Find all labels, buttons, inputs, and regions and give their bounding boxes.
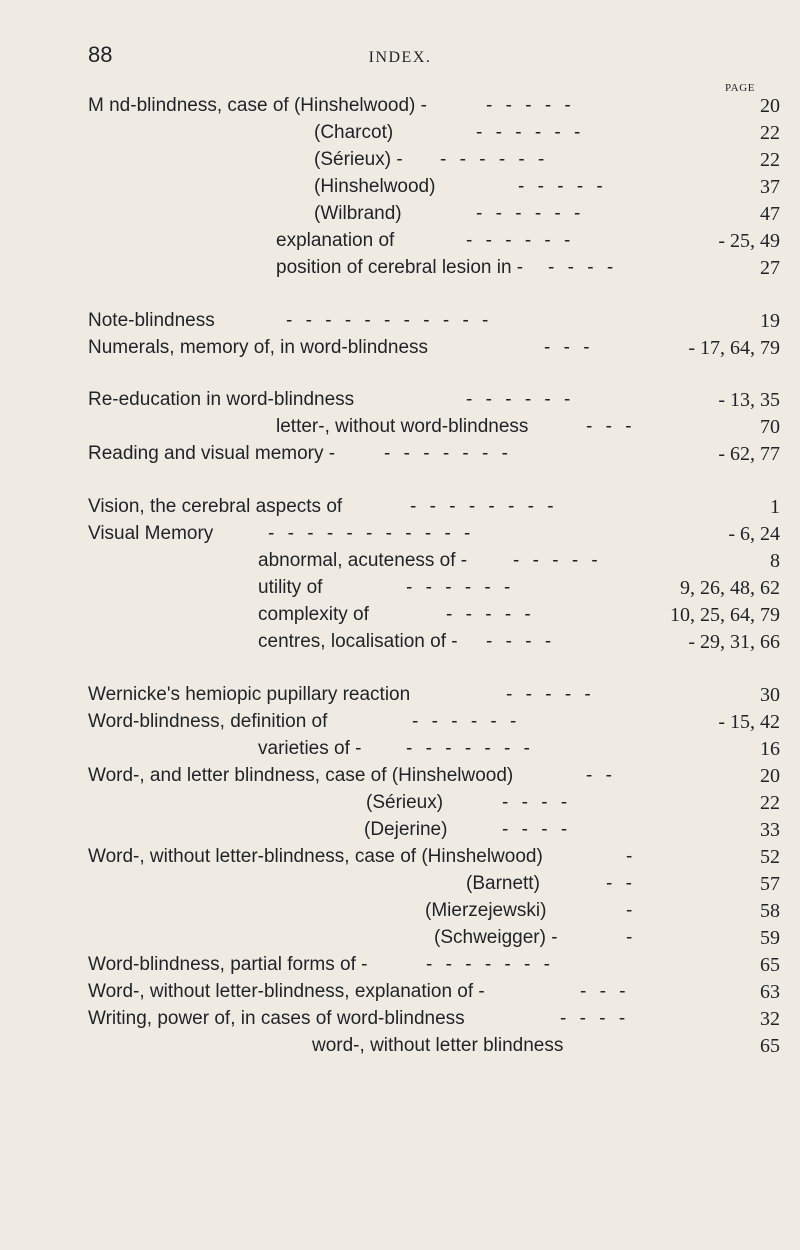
index-entry <box>88 146 780 174</box>
index-entry <box>88 978 780 1006</box>
index-entry <box>88 254 780 282</box>
index-entry <box>88 1005 780 1033</box>
leader-dots: - - - - <box>502 819 572 840</box>
entry-text: (Hinshelwood) <box>314 176 436 197</box>
leader-dots: - - - - - - - <box>426 954 554 975</box>
entry-text: Word-blindness, partial forms of - <box>88 954 368 975</box>
index-entry <box>88 227 780 255</box>
leader-dots: - - - - - - - <box>406 738 534 759</box>
entry-text: (Mierzejewski) <box>425 900 547 921</box>
entry-text: Word-, without letter-blindness, explanation of - <box>88 981 485 1002</box>
entry-text: Re-education in word-blindness <box>88 389 355 410</box>
entry-text: (Dejerine) <box>364 819 448 840</box>
entry-text: Reading and visual memory - <box>88 443 336 464</box>
entry-pages: 8 <box>770 550 780 572</box>
index-entry <box>88 440 780 468</box>
entry-pages: - 29, 31, 66 <box>688 631 780 653</box>
leader-dots: - - - - - - <box>466 230 575 251</box>
entry-pages: 16 <box>760 738 780 760</box>
entry-pages: 19 <box>760 310 780 332</box>
entry-pages: - 62, 77 <box>718 443 780 465</box>
index-entry <box>88 413 780 441</box>
leader-dots: - - - - - - <box>476 122 585 143</box>
entry-text: word-, without letter blindness <box>312 1035 564 1056</box>
leader-dots: - - - - - <box>506 684 595 705</box>
index-entry <box>88 762 780 790</box>
entry-pages: 33 <box>760 819 780 841</box>
index-entry <box>88 520 780 548</box>
entry-pages: 70 <box>760 416 780 438</box>
entry-text: Visual Memory <box>88 523 214 544</box>
entry-pages: - 15, 42 <box>718 711 780 733</box>
index-entry <box>88 816 780 844</box>
entry-text: Word-, and letter blindness, case of (Hinshelwood) <box>88 765 514 786</box>
leader-dots: - - - - - - - - - - - <box>286 310 493 331</box>
index-entry <box>88 200 780 228</box>
entry-text: Note-blindness <box>88 310 215 331</box>
entry-text: utility of <box>258 577 323 598</box>
index-entry <box>88 92 780 120</box>
index-entry <box>88 173 780 201</box>
index-entry <box>88 493 780 521</box>
leader-dots: - <box>626 900 637 921</box>
entry-text: varieties of - <box>258 738 362 759</box>
entry-pages: 1 <box>770 496 780 518</box>
index-entry <box>88 307 780 335</box>
entry-text: Wernicke's hemiopic pupillary reaction <box>88 684 411 705</box>
leader-dots: - <box>626 846 637 867</box>
leader-dots: - - - - - <box>518 176 607 197</box>
entry-text: letter-, without word-blindness <box>276 416 529 437</box>
leader-dots: - - - - - <box>446 604 535 625</box>
index-entry <box>88 628 780 656</box>
leader-dots: - - - - - - <box>406 577 515 598</box>
entry-pages: 58 <box>760 900 780 922</box>
index-entry <box>88 708 780 736</box>
entry-text: Word-, without letter-blindness, case of (Hinshelwood) <box>88 846 543 867</box>
entry-pages: 9, 26, 48, 62 <box>680 577 780 599</box>
entry-pages: - 6, 24 <box>728 523 780 545</box>
entry-pages: - 13, 35 <box>718 389 780 411</box>
entry-text: M nd-blindness, case of (Hinshelwood) - <box>88 95 427 116</box>
entry-text: (Charcot) <box>314 122 394 143</box>
index-entry <box>88 601 780 629</box>
entry-pages: - 17, 64, 79 <box>688 337 780 359</box>
entry-text: (Wilbrand) <box>314 203 402 224</box>
entry-text: (Barnett) <box>466 873 540 894</box>
index-entry <box>88 897 780 925</box>
leader-dots: - - - - <box>502 792 572 813</box>
entry-pages: 20 <box>760 765 780 787</box>
entry-pages: 47 <box>760 203 780 225</box>
index-entry <box>88 119 780 147</box>
leader-dots: - - - - <box>560 1008 630 1029</box>
leader-dots: - - - - - - <box>466 389 575 410</box>
index-entry <box>88 870 780 898</box>
leader-dots: - - <box>586 765 616 786</box>
entry-text: (Sérieux) <box>366 792 444 813</box>
leader-dots: - - - - - - - - - - - <box>268 523 475 544</box>
page-number: 88 <box>88 42 113 67</box>
index-entry <box>88 789 780 817</box>
entry-pages: 37 <box>760 176 780 198</box>
entry-pages: 59 <box>760 927 780 949</box>
index-entry <box>88 924 780 952</box>
entry-pages: 22 <box>760 149 780 171</box>
page-column-label: PAGE <box>724 82 756 94</box>
leader-dots: - - - - <box>486 631 556 652</box>
index-entry <box>88 951 780 979</box>
entry-pages: 32 <box>760 1008 780 1030</box>
leader-dots: - - - - - - - - <box>410 496 558 517</box>
entry-text: (Schweigger) - <box>434 927 558 948</box>
leader-dots: - - - - - - <box>412 711 521 732</box>
entry-text: complexity of <box>258 604 369 625</box>
index-entry <box>88 547 780 575</box>
entry-text: explanation of <box>276 230 395 251</box>
leader-dots: - - - - - - <box>476 203 585 224</box>
leader-dots: - - - <box>580 981 630 1002</box>
leader-dots: - - - - - <box>486 95 575 116</box>
entry-pages: 22 <box>760 792 780 814</box>
entry-text: Word-blindness, definition of <box>88 711 328 732</box>
leader-dots: - - <box>606 873 636 894</box>
leader-dots: - <box>626 927 637 948</box>
entry-text: abnormal, acuteness of - <box>258 550 468 571</box>
entry-pages: 63 <box>760 981 780 1003</box>
entry-text: centres, localisation of - <box>258 631 458 652</box>
entry-pages: - 25, 49 <box>718 230 780 252</box>
entry-pages: 22 <box>760 122 780 144</box>
entry-pages: 52 <box>760 846 780 868</box>
running-title: INDEX. <box>368 49 432 66</box>
leader-dots: - - - <box>544 337 594 358</box>
index-entry <box>88 681 780 709</box>
entry-pages: 10, 25, 64, 79 <box>670 604 780 626</box>
leader-dots: - - - - - <box>513 550 602 571</box>
index-entry <box>88 735 780 763</box>
leader-dots: - - - - - - - <box>384 443 512 464</box>
entry-text: Numerals, memory of, in word-blindness <box>88 337 429 358</box>
index-entry <box>88 334 780 362</box>
leader-dots: - - - <box>586 416 636 437</box>
index-entry <box>88 574 780 602</box>
leader-dots: - - - - - - <box>440 149 549 170</box>
entry-text: Writing, power of, in cases of word-blindness <box>88 1008 465 1029</box>
entry-pages: 30 <box>760 684 780 706</box>
index-entry <box>88 386 780 414</box>
leader-dots: - - - - <box>548 257 618 278</box>
entry-text: position of cerebral lesion in - <box>276 257 524 278</box>
entry-text: (Sérieux) - <box>314 149 403 170</box>
entry-text: Vision, the cerebral aspects of <box>88 496 343 517</box>
entry-pages: 65 <box>760 954 780 976</box>
index-entry <box>88 1032 780 1060</box>
index-entry <box>88 843 780 871</box>
entry-pages: 57 <box>760 873 780 895</box>
entry-pages: 20 <box>760 95 780 117</box>
entry-pages: 27 <box>760 257 780 279</box>
entry-pages: 65 <box>760 1035 780 1057</box>
